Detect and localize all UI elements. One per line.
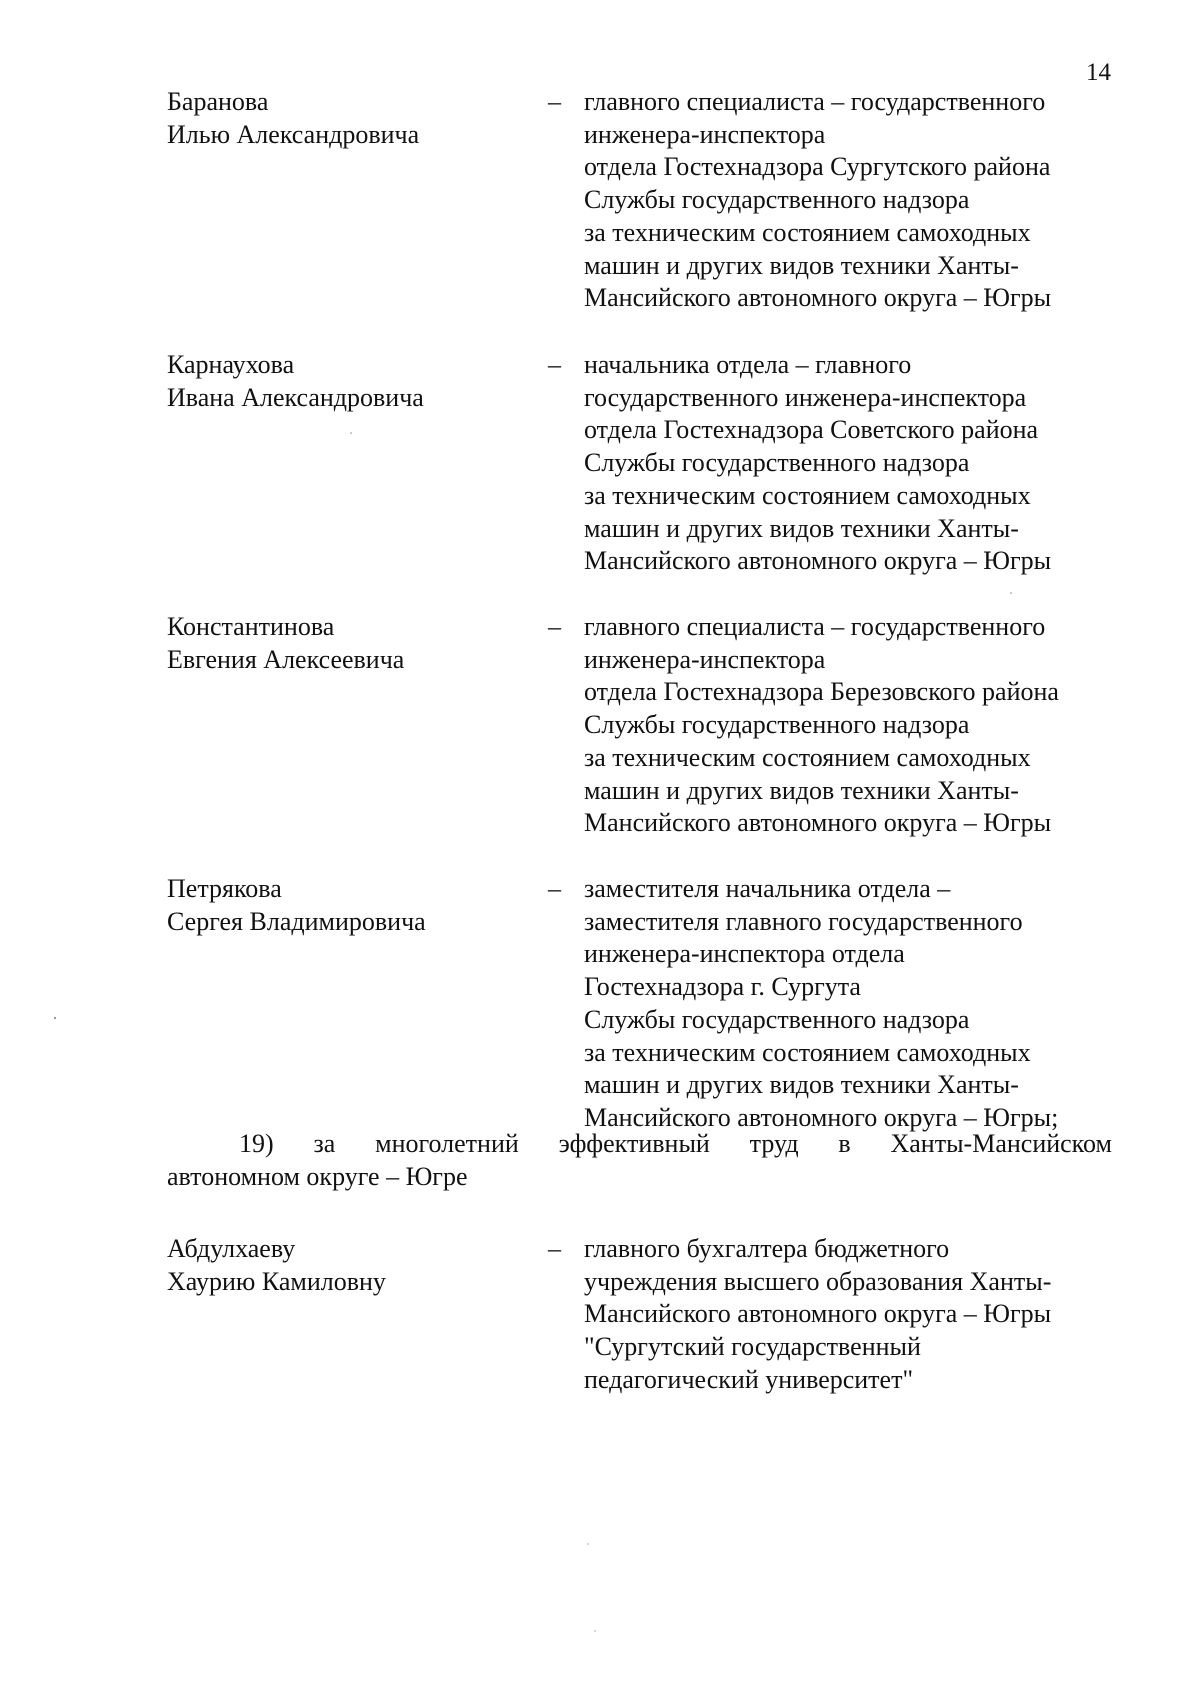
position-line: Мансийского автономного округа – Югры; xyxy=(584,1102,1059,1132)
position-line: инженера-инспектора xyxy=(584,644,826,674)
item-19-first-line xyxy=(167,1128,1112,1161)
item-19-continuation: автономном округе – Югре xyxy=(167,1161,468,1191)
person-surname: Петрякова xyxy=(167,874,282,903)
position-line: машин и других видов техники Ханты- xyxy=(584,775,1019,805)
position-line: Мансийского автономного округа – Югры xyxy=(584,283,1052,313)
position-line: главного специалиста – государственного xyxy=(584,612,1046,641)
person-surname: Абдулхаеву xyxy=(167,1234,296,1263)
person-surname: Карнаухова xyxy=(167,350,295,379)
person-position xyxy=(584,611,1144,840)
item-word: за xyxy=(313,1129,336,1158)
scan-speck xyxy=(594,1630,596,1632)
position-line: отдела Гостехнадзора Сургутского района xyxy=(584,152,1051,182)
position-line: Мансийского автономного округа – Югры xyxy=(584,808,1052,838)
position-line: Службы государственного надзора xyxy=(584,448,970,478)
person-name xyxy=(167,349,527,414)
person-name xyxy=(167,86,527,151)
position-line: Службы государственного надзора xyxy=(584,710,970,740)
position-line: за техническим состоянием самоходных xyxy=(584,217,1031,247)
position-line: Мансийского автономного округа – Югры xyxy=(584,1299,1052,1329)
item-word: эффективный xyxy=(558,1129,710,1158)
position-line: инженера-инспектора xyxy=(584,119,826,149)
dash-separator: – xyxy=(548,874,561,903)
person-given-names: Сергея Владимировича xyxy=(167,906,426,936)
position-line: инженера-инспектора отдела xyxy=(584,939,905,969)
item-word: в xyxy=(838,1129,851,1158)
position-line: главного специалиста – государственного xyxy=(584,87,1046,116)
position-line: отдела Гостехнадзора Советского района xyxy=(584,415,1039,445)
dash-separator: – xyxy=(548,612,561,641)
position-line: за техническим состоянием самоходных xyxy=(584,480,1031,510)
position-line: отдела Гостехнадзора Березовского района xyxy=(584,677,1059,707)
page-number: 14 xyxy=(1086,59,1111,86)
dash-separator: – xyxy=(548,87,561,116)
position-line: Службы государственного надзора xyxy=(584,185,970,215)
position-line: Службы государственного надзора xyxy=(584,1004,970,1034)
person-position xyxy=(584,1233,1144,1397)
person-given-names: Евгения Алексеевича xyxy=(167,644,405,674)
position-line: за техническим состоянием самоходных xyxy=(584,1037,1031,1067)
scan-speck xyxy=(54,1017,56,1019)
item-word: Ханты-Мансийском xyxy=(890,1129,1112,1158)
position-line: заместителя главного государственного xyxy=(584,906,1023,936)
person-name xyxy=(167,611,527,676)
dash-separator: – xyxy=(548,350,561,379)
position-line: заместителя начальника отдела – xyxy=(584,874,951,903)
position-line: главного бухгалтера бюджетного xyxy=(584,1234,950,1263)
person-given-names: Хаурию Камиловну xyxy=(167,1266,386,1296)
position-line: Гостехнадзора г. Сургута xyxy=(584,972,861,1002)
position-line: государственного инженера-инспектора xyxy=(584,382,1027,412)
scan-speck xyxy=(1010,592,1012,594)
person-position xyxy=(584,86,1144,315)
person-name xyxy=(167,873,527,938)
person-position xyxy=(584,349,1144,578)
section-item-19 xyxy=(167,1128,1112,1193)
position-line: Мансийского автономного округа – Югры xyxy=(584,546,1052,576)
person-surname: Баранова xyxy=(167,87,269,116)
position-line: учреждения высшего образования Ханты- xyxy=(584,1266,1052,1296)
position-line: машин и других видов техники Ханты- xyxy=(584,513,1019,543)
item-word: многолетний xyxy=(375,1129,519,1158)
position-line: машин и других видов техники Ханты- xyxy=(584,250,1019,280)
person-surname: Константинова xyxy=(167,612,335,641)
position-line: "Сургутский государственный xyxy=(584,1332,921,1362)
scan-speck xyxy=(350,432,352,434)
position-line: машин и других видов техники Ханты- xyxy=(584,1070,1019,1100)
position-line: начальника отдела – главного xyxy=(584,350,912,379)
scan-speck xyxy=(587,1543,589,1545)
person-given-names: Ивана Александровича xyxy=(167,382,424,412)
item-word: 19) xyxy=(239,1129,274,1158)
dash-separator: – xyxy=(548,1234,561,1263)
position-line: за техническим состоянием самоходных xyxy=(584,742,1031,772)
person-given-names: Илью Александровича xyxy=(167,119,420,149)
person-name xyxy=(167,1233,527,1298)
position-line: педагогический университет" xyxy=(584,1364,914,1394)
item-word: труд xyxy=(749,1129,799,1158)
person-position xyxy=(584,873,1144,1135)
